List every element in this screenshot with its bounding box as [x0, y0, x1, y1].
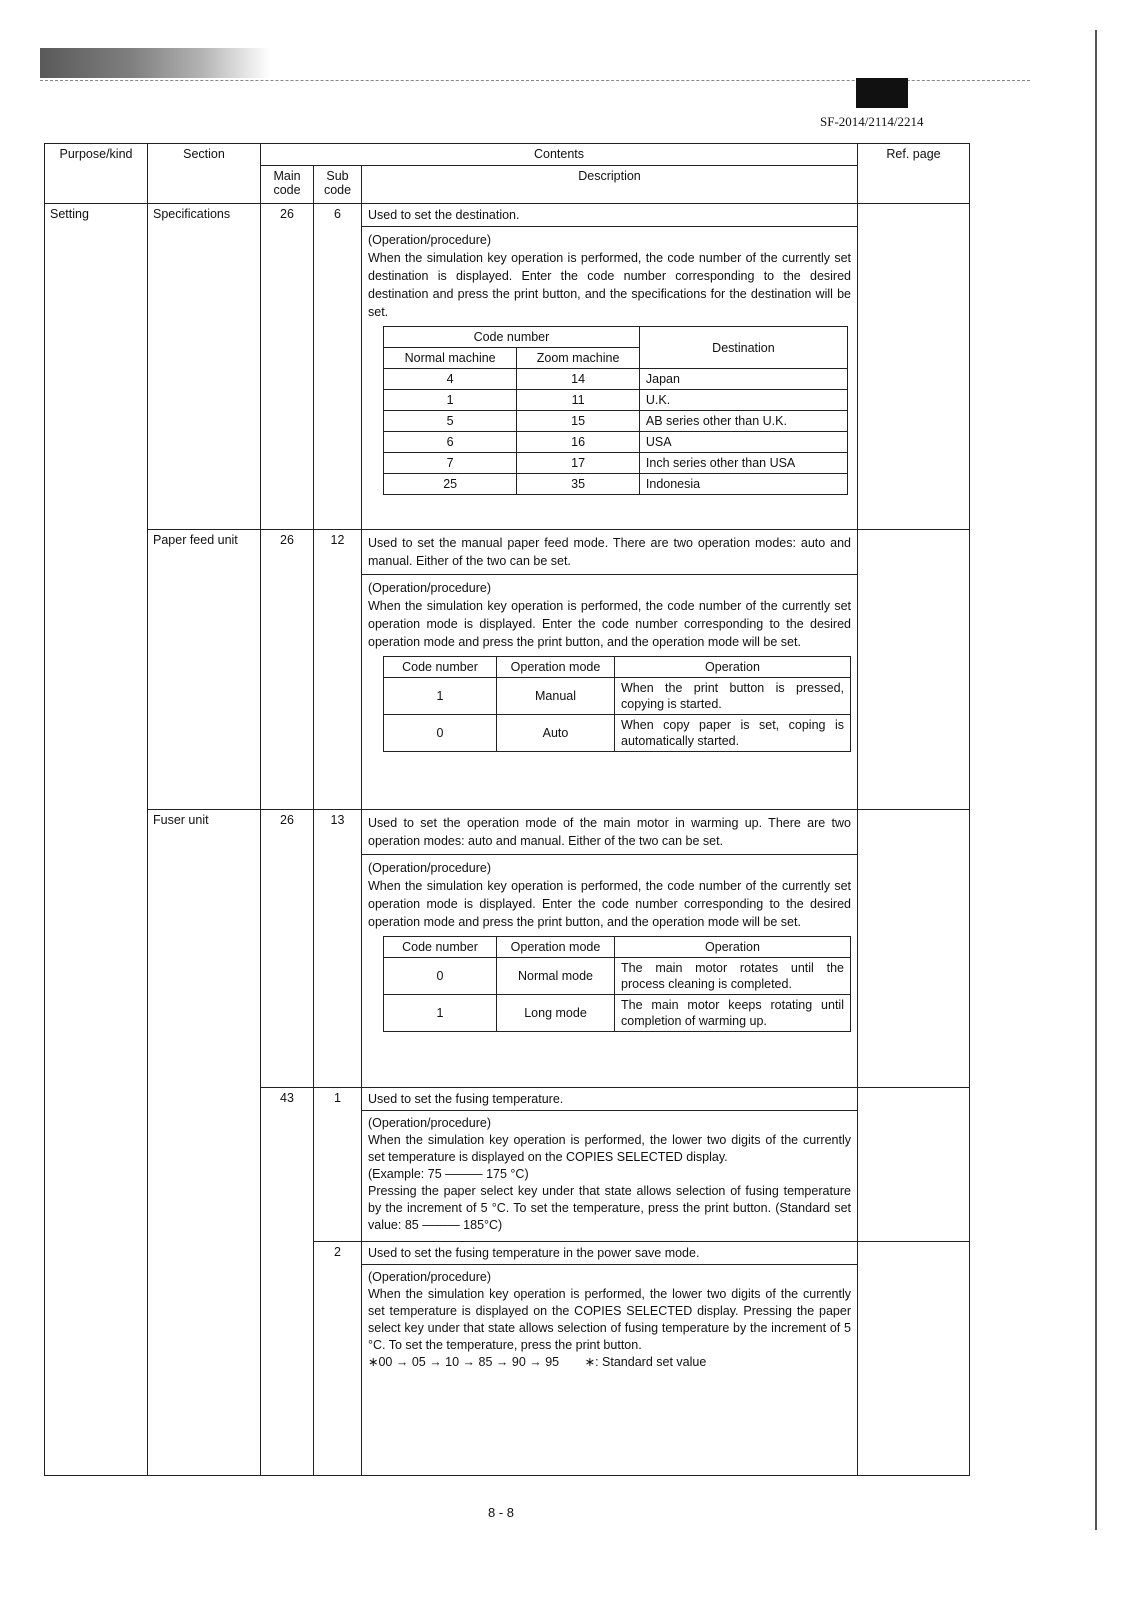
- table-row: 25 35 Indonesia: [384, 474, 848, 495]
- desc-fuser: [362, 810, 858, 1088]
- temp2-sequence: ∗00 → 05 → 10 → 85 → 90 → 95: [368, 1355, 560, 1369]
- paper-title: Used to set the manual paper feed mode. There are two operation modes: auto and manual. Either of the two can be set.: [362, 530, 857, 575]
- section-fuser: Fuser unit: [148, 810, 261, 1476]
- table-row: 0 Normal mode The main motor rotates until the process cleaning is completed.: [384, 958, 851, 995]
- section-spec: Specifications: [148, 204, 261, 530]
- desc-paper: [362, 530, 858, 810]
- model-number: SF-2014/2114/2214: [820, 114, 924, 129]
- spec-proc-heading: (Operation/procedure): [368, 233, 491, 247]
- main-code-paper: 26: [261, 530, 314, 810]
- table-row: 0 Auto When copy paper is set, coping is automatically started.: [384, 715, 851, 752]
- table-row: 1 11 U.K.: [384, 390, 848, 411]
- ref-spec: [858, 204, 970, 530]
- fuser-proc-heading: (Operation/procedure): [368, 861, 491, 875]
- temp1-proc-heading: (Operation/procedure): [368, 1116, 491, 1130]
- ref-paper: [858, 530, 970, 810]
- temp2-legend: ∗: Standard set value: [584, 1355, 707, 1369]
- sub-code-temp1: 1: [314, 1088, 362, 1242]
- dest-h-zoom: Zoom machine: [517, 348, 640, 369]
- table-row: 4 14 Japan: [384, 369, 848, 390]
- dest-h-code: Code number: [384, 327, 640, 348]
- sub-code-paper: 12: [314, 530, 362, 810]
- table-row: 1 Long mode The main motor keeps rotating until completion of warming up.: [384, 995, 851, 1032]
- destination-table: [383, 326, 848, 495]
- col-ref-page: Ref. page: [858, 144, 970, 204]
- sub-code-spec: 6: [314, 204, 362, 530]
- table-row: 5 15 AB series other than U.K.: [384, 411, 848, 432]
- ref-temp1: [858, 1088, 970, 1242]
- scan-artifact: [40, 48, 270, 78]
- main-code-temp: 43: [261, 1088, 314, 1476]
- spec-title: Used to set the destination.: [362, 204, 857, 227]
- simulation-table: [44, 143, 970, 1476]
- desc-spec: [362, 204, 858, 530]
- main-code-spec: 26: [261, 204, 314, 530]
- page-number: 8 - 8: [488, 1505, 515, 1520]
- temp1-example: (Example: 75 ——— 175 °C): [368, 1167, 529, 1181]
- temp1-proc-text: When the simulation key operation is performed, the lower two digits of the currently set temperature is displayed on the COPIES SELECTED display.: [368, 1133, 851, 1164]
- fuser-title: Used to set the operation mode of the main motor in warming up. There are two operation modes: auto and manual. Either of the two can be set.: [362, 810, 857, 855]
- dest-h-normal: Normal machine: [384, 348, 517, 369]
- temp2-proc-text: When the simulation key operation is performed, the lower two digits of the currently set temperature is displayed on the COPIES SELECTED display. Pressing the paper select key under that state allows selection of fusing temperature by the increment of 5 °C. To set the temperature, press the print button.: [368, 1287, 851, 1352]
- table-row: 1 Manual When the print button is pressed, copying is started.: [384, 678, 851, 715]
- col-contents: Contents: [261, 144, 858, 166]
- fuser-mode-table: Code number Operation mode Operation 0 Normal mode The main motor rotates until the process cleaning is completed. 1 Long mode The main motor keeps rotating until completion of warming up.: [383, 936, 851, 1032]
- section-paper: Paper feed unit: [148, 530, 261, 810]
- temp1-title: Used to set the fusing temperature.: [362, 1088, 857, 1111]
- col-purpose: Purpose/kind: [45, 144, 148, 204]
- dest-h-dest: Destination: [639, 327, 847, 369]
- ref-fuser: [858, 810, 970, 1088]
- temp1-proc-text2: Pressing the paper select key under that state allows selection of fusing temperature by the increment of 5 °C. To set the temperature, press the print button. (Standard set value: 85 ——— 185°C): [368, 1184, 851, 1232]
- temp2-title: Used to set the fusing temperature in the power save mode.: [362, 1242, 857, 1265]
- sub-code-fuser: 13: [314, 810, 362, 1088]
- paper-mode-table: Code number Operation mode Operation 1 Manual When the print button is pressed, copying is started. 0 Auto When copy paper is set, coping is automatically started.: [383, 656, 851, 752]
- col-section: Section: [148, 144, 261, 204]
- scan-mark: [856, 78, 908, 108]
- table-row: 6 16 USA: [384, 432, 848, 453]
- col-main-code: Main code: [261, 166, 314, 204]
- table-row: 7 17 Inch series other than USA: [384, 453, 848, 474]
- col-description: Description: [362, 166, 858, 204]
- fuser-proc-text: When the simulation key operation is performed, the code number of the currently set operation mode is displayed. Enter the code number corresponding to the desired operation mode and press the print button, and the operation mode will be set.: [368, 879, 851, 929]
- spec-proc-text: When the simulation key operation is performed, the code number of the currently set destination is displayed. Enter the code number corresponding to the desired destination and press the print button, and the specifications for the destination will be set.: [368, 251, 851, 319]
- purpose-cell: Setting: [45, 204, 148, 1476]
- temp2-proc-heading: (Operation/procedure): [368, 1270, 491, 1284]
- binding-rule: [1095, 30, 1097, 1530]
- sub-code-temp2: 2: [314, 1242, 362, 1476]
- col-sub-code: Sub code: [314, 166, 362, 204]
- desc-temp2: [362, 1242, 858, 1476]
- main-code-fuser: 26: [261, 810, 314, 1088]
- ref-temp2: [858, 1242, 970, 1476]
- paper-proc-heading: (Operation/procedure): [368, 581, 491, 595]
- desc-temp1: [362, 1088, 858, 1242]
- paper-proc-text: When the simulation key operation is performed, the code number of the currently set operation mode is displayed. Enter the code number corresponding to the desired operation mode and press the print button, and the operation mode will be set.: [368, 599, 851, 649]
